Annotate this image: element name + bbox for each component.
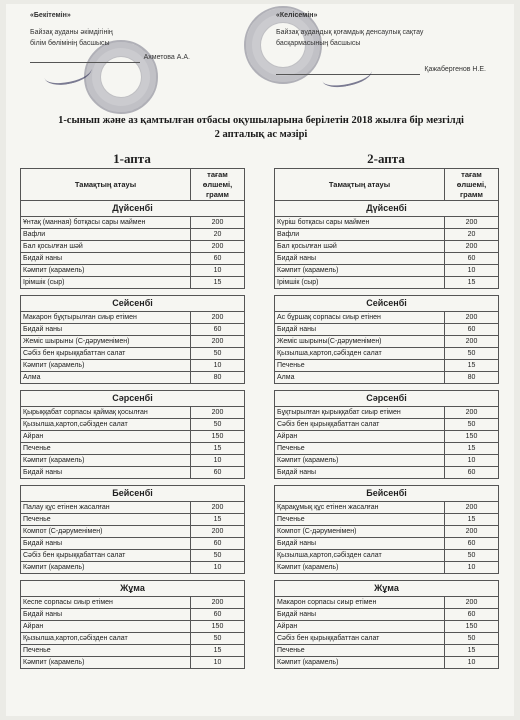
dish-name: Кәмпит (карамель) (21, 265, 191, 277)
menu-item-row (275, 324, 499, 336)
menu-item-row (21, 562, 245, 574)
day-name: Дүйсенбі (275, 201, 499, 217)
menu-item-row (275, 514, 499, 526)
dish-name: Сәбіз бен қырыққабаттан салат (21, 348, 191, 360)
menu-item-row (275, 265, 499, 277)
week-title: 2-апта (367, 151, 405, 166)
portion-grams: 15 (191, 645, 245, 657)
day-separator (21, 574, 245, 581)
menu-item-row (275, 657, 499, 669)
day-separator (21, 479, 245, 486)
portion-grams: 60 (191, 324, 245, 336)
portion-grams: 15 (445, 360, 499, 372)
menu-item-row (21, 336, 245, 348)
menu-item-row (275, 348, 499, 360)
day-name: Дүйсенбі (21, 201, 245, 217)
dish-name: Палау құс етінен жасалған (21, 502, 191, 514)
dish-name: Бидай наны (275, 467, 445, 479)
dish-name: Бидай наны (275, 324, 445, 336)
menu-item-row (21, 372, 245, 384)
menu-item-row (21, 443, 245, 455)
portion-grams: 200 (445, 407, 499, 419)
portion-grams: 200 (191, 217, 245, 229)
portion-grams: 20 (191, 229, 245, 241)
portion-column-header: тағам өлшемі, грамм (191, 169, 245, 201)
menu-item-row (275, 253, 499, 265)
dish-name: Бидай наны (21, 324, 191, 336)
portion-grams: 60 (445, 609, 499, 621)
menu-item-row (275, 217, 499, 229)
menu-item-row (275, 419, 499, 431)
menu-table (20, 168, 245, 669)
dish-name: Айран (21, 431, 191, 443)
dish-name: Кеспе сорпасы сиыр етімен (21, 597, 191, 609)
menu-item-row (275, 372, 499, 384)
portion-grams: 50 (445, 550, 499, 562)
portion-grams: 150 (445, 621, 499, 633)
day-name: Сейсенбі (275, 296, 499, 312)
dish-column-header: Тамақтың атауы (21, 169, 191, 201)
portion-grams: 200 (445, 526, 499, 538)
dish-name: Қарақұмық құс етінен жасалған (275, 502, 445, 514)
menu-item-row (21, 609, 245, 621)
menu-item-row (21, 514, 245, 526)
dish-name: Сәбіз бен қырыққабаттан салат (275, 633, 445, 645)
dish-name: Бал қосылған шәй (21, 241, 191, 253)
portion-grams: 200 (445, 597, 499, 609)
portion-grams: 50 (445, 419, 499, 431)
dish-name: Кәмпит (карамель) (275, 562, 445, 574)
dish-name: Печенье (275, 360, 445, 372)
menu-item-row (275, 621, 499, 633)
portion-grams: 15 (191, 514, 245, 526)
dish-name: Қызылша,картоп,сәбізден салат (275, 550, 445, 562)
portion-grams: 200 (191, 407, 245, 419)
menu-item-row (21, 550, 245, 562)
menu-table (274, 168, 499, 669)
portion-grams: 200 (445, 336, 499, 348)
day-header-row (21, 581, 245, 597)
day-header-row (275, 581, 499, 597)
portion-grams: 150 (191, 431, 245, 443)
portion-grams: 10 (191, 657, 245, 669)
menu-item-row (21, 657, 245, 669)
portion-grams: 200 (191, 336, 245, 348)
portion-grams: 10 (191, 562, 245, 574)
day-name: Жұма (275, 581, 499, 597)
day-header-row (275, 391, 499, 407)
dish-name: Бұқтырылған қырыққабат сиыр етімен (275, 407, 445, 419)
menu-item-row (21, 645, 245, 657)
dish-name: Компот (С-дәруменімен) (21, 526, 191, 538)
dish-name: Күріш ботқасы сары маймен (275, 217, 445, 229)
menu-item-row (275, 467, 499, 479)
menu-item-row (21, 265, 245, 277)
dish-name: Ірімшік (сыр) (275, 277, 445, 289)
menu-document (6, 4, 514, 716)
dish-name: Алма (21, 372, 191, 384)
document-title (26, 114, 496, 142)
dish-name: Ұнтақ (манная) ботқасы сары маймен (21, 217, 191, 229)
menu-item-row (21, 241, 245, 253)
day-separator (275, 574, 499, 581)
menu-item-row (275, 502, 499, 514)
menu-item-row (275, 562, 499, 574)
approval-line2-left: білім бөлімінің басшысы (30, 40, 110, 47)
menu-item-row (275, 407, 499, 419)
portion-grams: 10 (191, 265, 245, 277)
approval-line1-left: Байзақ ауданы әкімдігінің (30, 29, 113, 36)
day-separator (275, 479, 499, 486)
menu-item-row (275, 431, 499, 443)
portion-grams: 60 (191, 609, 245, 621)
week-title: 1-апта (113, 151, 151, 166)
dish-name: Кәмпит (карамель) (21, 657, 191, 669)
day-header-row (275, 486, 499, 502)
portion-grams: 20 (445, 229, 499, 241)
menu-item-row (275, 645, 499, 657)
dish-name: Айран (275, 431, 445, 443)
portion-grams: 10 (445, 657, 499, 669)
portion-grams: 200 (445, 241, 499, 253)
portion-grams: 200 (191, 241, 245, 253)
day-name: Сәрсенбі (275, 391, 499, 407)
dish-name: Печенье (275, 514, 445, 526)
approval-signer-left: Ахметова А.А. (143, 54, 190, 61)
approval-heading-left: «Бекітемін» (30, 12, 71, 19)
dish-name: Вафли (275, 229, 445, 241)
menu-item-row (21, 467, 245, 479)
portion-grams: 200 (191, 312, 245, 324)
approval-line2-right: басқармасының басшысы (276, 40, 361, 47)
portion-grams: 50 (191, 348, 245, 360)
portion-grams: 50 (191, 550, 245, 562)
approval-block-left (30, 10, 190, 63)
title-line1: 1-сынып және аз қамтылған отбасы оқушыларына берілетін 2018 жылға бір мезгілді (58, 115, 464, 126)
dish-name: Кәмпит (карамель) (275, 455, 445, 467)
menu-item-row (21, 455, 245, 467)
portion-grams: 60 (191, 467, 245, 479)
menu-item-row (275, 609, 499, 621)
portion-grams: 15 (445, 443, 499, 455)
portion-grams: 200 (445, 502, 499, 514)
portion-grams: 15 (445, 645, 499, 657)
approval-heading-right: «Келісемін» (276, 12, 318, 19)
portion-grams: 50 (445, 348, 499, 360)
dish-name: Кәмпит (карамель) (275, 657, 445, 669)
dish-name: Ас бұршақ сорпасы сиыр етінен (275, 312, 445, 324)
dish-name: Печенье (275, 645, 445, 657)
dish-name: Бидай наны (21, 467, 191, 479)
portion-grams: 60 (445, 538, 499, 550)
dish-name: Вафли (21, 229, 191, 241)
menu-item-row (21, 431, 245, 443)
day-header-row (21, 296, 245, 312)
menu-item-row (21, 360, 245, 372)
menu-item-row (275, 550, 499, 562)
menu-item-row (275, 526, 499, 538)
dish-name: Бидай наны (21, 538, 191, 550)
dish-name: Қырыққабат сорпасы қаймақ қосылған (21, 407, 191, 419)
dish-name: Бидай наны (275, 538, 445, 550)
dish-name: Алма (275, 372, 445, 384)
day-header-row (275, 201, 499, 217)
menu-item-row (21, 253, 245, 265)
portion-grams: 60 (191, 253, 245, 265)
dish-name: Кәмпит (карамель) (275, 265, 445, 277)
dish-name: Ірімшік (сыр) (21, 277, 191, 289)
dish-name: Печенье (275, 443, 445, 455)
dish-name: Печенье (21, 645, 191, 657)
dish-name: Қызылша,картоп,сәбізден салат (275, 348, 445, 360)
menu-item-row (21, 621, 245, 633)
menu-item-row (21, 217, 245, 229)
day-name: Бейсенбі (275, 486, 499, 502)
dish-name: Кәмпит (карамель) (21, 455, 191, 467)
dish-name: Жеміс шырыны (С-дәруменімен) (21, 336, 191, 348)
portion-grams: 60 (445, 324, 499, 336)
portion-grams: 10 (445, 455, 499, 467)
menu-item-row (21, 419, 245, 431)
dish-name: Кәмпит (карамель) (21, 562, 191, 574)
menu-item-row (275, 597, 499, 609)
dish-name: Бал қосылған шәй (275, 241, 445, 253)
day-separator (275, 289, 499, 296)
dish-name: Сәбіз бен қырыққабаттан салат (21, 550, 191, 562)
day-header-row (21, 486, 245, 502)
dish-name: Бидай наны (21, 253, 191, 265)
day-header-row (275, 296, 499, 312)
portion-grams: 80 (445, 372, 499, 384)
menu-item-row (21, 597, 245, 609)
menu-item-row (21, 229, 245, 241)
menu-item-row (275, 241, 499, 253)
week-1-menu (20, 150, 244, 669)
portion-grams: 200 (445, 217, 499, 229)
menu-item-row (275, 229, 499, 241)
menu-item-row (21, 324, 245, 336)
approval-line1-right: Байзақ аудандық қоғамдық денсаулық сақтау (276, 29, 424, 36)
portion-grams: 60 (445, 253, 499, 265)
portion-grams: 10 (191, 455, 245, 467)
portion-grams: 150 (191, 621, 245, 633)
approval-block-right (276, 10, 486, 75)
menu-item-row (21, 348, 245, 360)
dish-name: Компот (С-дәруменімен) (275, 526, 445, 538)
portion-grams: 150 (445, 431, 499, 443)
menu-item-row (21, 277, 245, 289)
dish-name: Қызылша,картоп,сәбізден салат (21, 633, 191, 645)
week-2-menu (274, 150, 498, 669)
day-separator (21, 384, 245, 391)
menu-item-row (21, 312, 245, 324)
menu-item-row (275, 443, 499, 455)
menu-item-row (275, 277, 499, 289)
menu-item-row (275, 312, 499, 324)
dish-name: Макарон бұқтырылған сиыр етімен (21, 312, 191, 324)
menu-item-row (21, 407, 245, 419)
day-name: Бейсенбі (21, 486, 245, 502)
dish-name: Бидай наны (275, 253, 445, 265)
day-separator (275, 384, 499, 391)
dish-name: Кәмпит (карамель) (21, 360, 191, 372)
portion-grams: 50 (191, 419, 245, 431)
portion-grams: 200 (191, 502, 245, 514)
menu-item-row (275, 455, 499, 467)
portion-grams: 15 (445, 514, 499, 526)
menu-item-row (275, 538, 499, 550)
day-name: Жұма (21, 581, 245, 597)
portion-grams: 80 (191, 372, 245, 384)
menu-item-row (275, 633, 499, 645)
title-line2: 2 апталық ас мәзірі (214, 129, 308, 140)
day-separator (21, 289, 245, 296)
dish-name: Қызылша,картоп,сәбізден салат (21, 419, 191, 431)
menu-item-row (275, 336, 499, 348)
approval-signer-right: Қажабергенов Н.Е. (424, 66, 486, 73)
dish-name: Бидай наны (21, 609, 191, 621)
portion-grams: 60 (445, 467, 499, 479)
dish-name: Айран (275, 621, 445, 633)
day-name: Сәрсенбі (21, 391, 245, 407)
day-header-row (21, 201, 245, 217)
portion-grams: 200 (191, 526, 245, 538)
menu-item-row (21, 526, 245, 538)
dish-name: Бидай наны (275, 609, 445, 621)
day-header-row (21, 391, 245, 407)
portion-grams: 200 (191, 597, 245, 609)
portion-grams: 50 (445, 633, 499, 645)
portion-grams: 60 (191, 538, 245, 550)
portion-grams: 10 (445, 562, 499, 574)
portion-column-header: тағам өлшемі, грамм (445, 169, 499, 201)
day-name: Сейсенбі (21, 296, 245, 312)
dish-name: Айран (21, 621, 191, 633)
portion-grams: 10 (445, 265, 499, 277)
portion-grams: 15 (445, 277, 499, 289)
menu-item-row (275, 360, 499, 372)
portion-grams: 50 (191, 633, 245, 645)
dish-name: Макарон сорпасы сиыр етімен (275, 597, 445, 609)
portion-grams: 200 (445, 312, 499, 324)
portion-grams: 15 (191, 277, 245, 289)
menu-item-row (21, 538, 245, 550)
menu-item-row (21, 502, 245, 514)
dish-name: Сәбіз бен қырыққабаттан салат (275, 419, 445, 431)
dish-name: Жеміс шырыны(С-дәруменімен) (275, 336, 445, 348)
dish-column-header: Тамақтың атауы (275, 169, 445, 201)
portion-grams: 10 (191, 360, 245, 372)
menu-item-row (21, 633, 245, 645)
dish-name: Печенье (21, 514, 191, 526)
dish-name: Печенье (21, 443, 191, 455)
portion-grams: 15 (191, 443, 245, 455)
